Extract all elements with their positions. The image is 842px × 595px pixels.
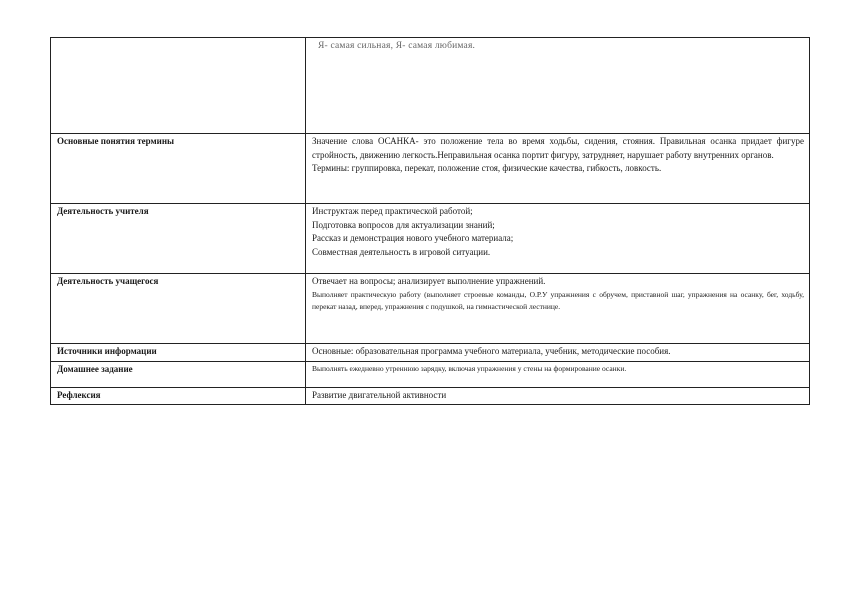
student-line-1: Отвечает на вопросы; анализирует выполнение упражнений. xyxy=(312,276,546,286)
reflection-value xyxy=(306,387,810,405)
lesson-plan-table xyxy=(50,37,810,405)
reflection-label: Рефлексия xyxy=(51,387,306,405)
sources-label: Источники информации xyxy=(51,344,306,362)
terms-line-1: Значение слова ОСАНКА- это положение тела во время ходьбы, сидения, стояния. Правильная осанка придает фигуре стройность, движению легкость.Неправильная осанка портит фигуру, затрудняет, нарушает работу внутренних органов. xyxy=(312,136,804,160)
table-row-terms xyxy=(51,134,810,204)
teacher-activity-label: Деятельность учителя xyxy=(51,204,306,274)
top-row-value xyxy=(306,38,810,134)
sources-value xyxy=(306,344,810,362)
student-line-2: Выполняет практическую работу (выполняет строевые команды, О.Р.У упражнения с обручем, приставной шаг, упражнения на осанку, бег, ходьбу, перекат назад, вперед, упражнения с подушкой, на гимнастической лестнице. xyxy=(312,289,804,311)
homework-label: Домашнее задание xyxy=(51,361,306,387)
sources-line-1: Основные: образовательная программа учебного материала, учебник, методические пособия. xyxy=(312,346,671,356)
table-row-teacher xyxy=(51,204,810,274)
teacher-line-4: Совместная деятельность в игровой ситуации. xyxy=(312,246,491,257)
table-row-reflection xyxy=(51,387,810,405)
table-row-homework xyxy=(51,361,810,387)
table-row-top xyxy=(51,38,810,134)
teacher-line-2: Подготовка вопросов для актуализации знаний; xyxy=(312,219,495,230)
teacher-activity-value xyxy=(306,204,810,274)
homework-value xyxy=(306,361,810,387)
motto-text: Я- самая сильная, Я- самая любимая. xyxy=(318,41,476,51)
teacher-line-3: Рассказ и демонстрация нового учебного материала; xyxy=(312,233,514,243)
student-activity-label: Деятельность учащегося xyxy=(51,274,306,344)
terms-value xyxy=(306,134,810,204)
table-row-student xyxy=(51,274,810,344)
table-row-sources xyxy=(51,344,810,362)
student-activity-value xyxy=(306,274,810,344)
top-row-label xyxy=(51,38,306,134)
terms-label: Основные понятия термины xyxy=(51,134,306,204)
homework-line-1: Выполнять ежедневно утреннюю зарядку, включая упражнения у стены на формирование осанки. xyxy=(312,363,627,373)
teacher-line-1: Инструктаж перед практической работой; xyxy=(312,206,473,216)
reflection-line-1: Развитие двигательной активности xyxy=(312,389,447,400)
terms-line-2: Термины: группировка, перекат, положение стоя, физические качества, гибкость, ловкость. xyxy=(312,163,662,173)
